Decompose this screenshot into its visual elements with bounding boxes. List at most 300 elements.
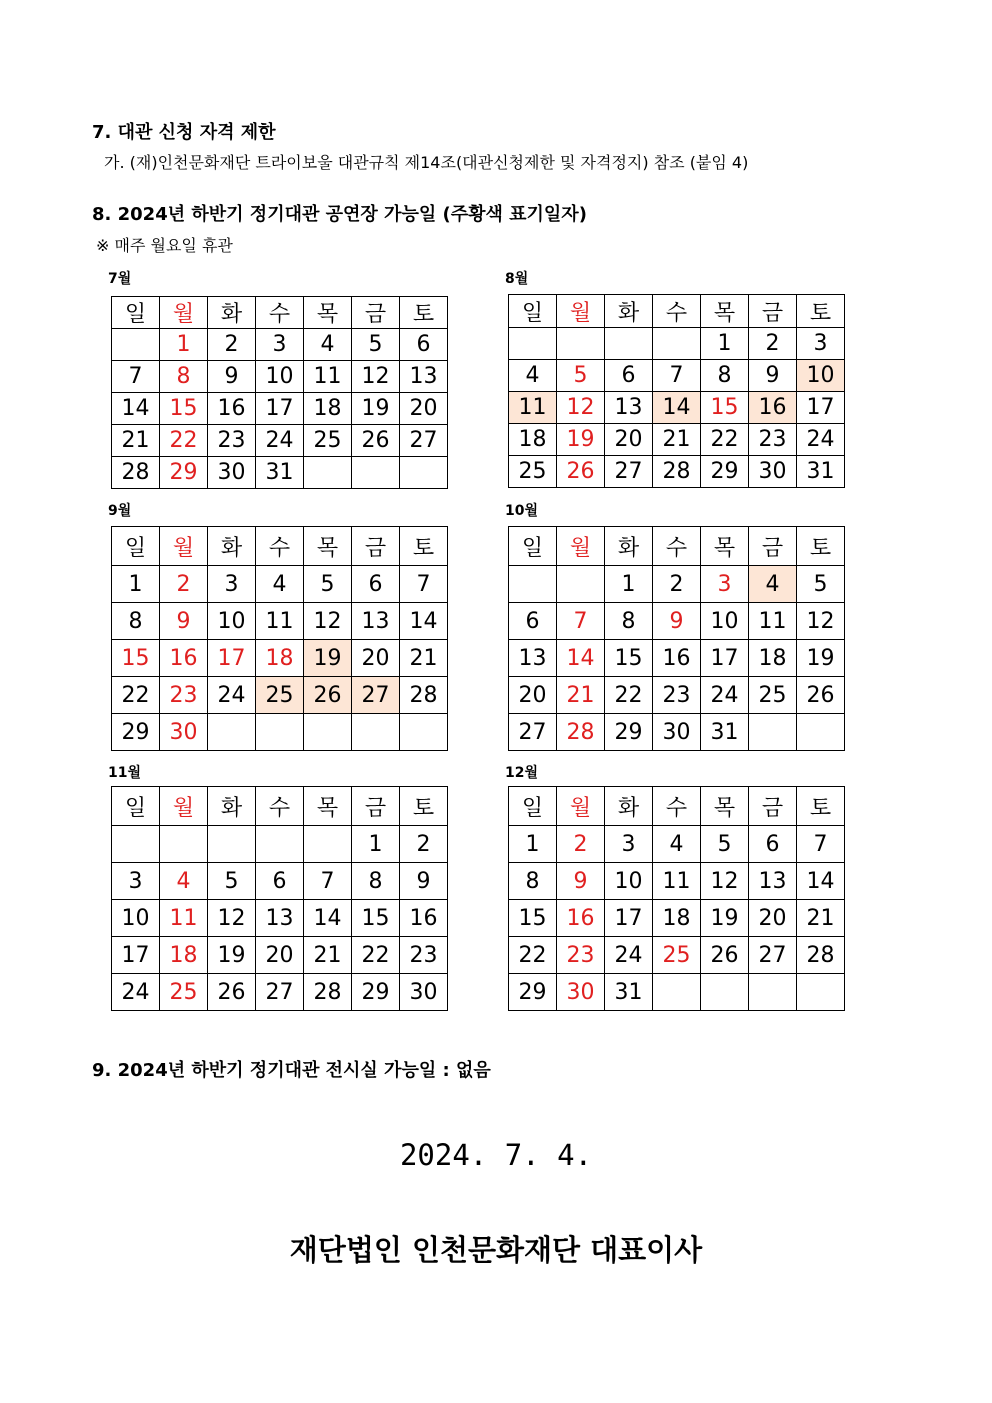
week-row: [112, 393, 448, 425]
weekday-header-row: [112, 297, 448, 329]
weekday-header: 화: [605, 295, 653, 328]
calendar-label-sep: 9월: [108, 503, 132, 519]
calendar-dec: [508, 786, 845, 1011]
weekday-header: 화: [605, 527, 653, 566]
day-cell: 20: [256, 937, 304, 974]
day-cell: 3: [112, 863, 160, 900]
week-row: [509, 603, 845, 640]
week-row: [112, 566, 448, 603]
day-cell: 18: [304, 393, 352, 425]
day-cell: 25: [256, 677, 304, 714]
day-cell: 14: [653, 392, 701, 424]
day-cell: 10: [112, 900, 160, 937]
closed-notice: ※ 매주 월요일 휴관: [96, 236, 233, 255]
weekday-header: 월: [160, 297, 208, 329]
calendar-label-jul: 7월: [108, 271, 132, 287]
day-cell: 7: [557, 603, 605, 640]
day-cell: 19: [797, 640, 845, 677]
weekday-header: 토: [400, 787, 448, 826]
day-cell: 13: [256, 900, 304, 937]
weekday-header: 목: [701, 295, 749, 328]
day-cell: 11: [653, 863, 701, 900]
day-cell: 21: [797, 900, 845, 937]
weekday-header: 금: [749, 295, 797, 328]
week-row: [112, 863, 448, 900]
weekday-header-row: [509, 787, 845, 826]
day-cell: 16: [557, 900, 605, 937]
day-cell: 3: [605, 826, 653, 863]
day-cell: 5: [208, 863, 256, 900]
day-cell: 10: [797, 360, 845, 392]
week-row: [112, 361, 448, 393]
day-cell: 3: [256, 329, 304, 361]
day-cell: 14: [112, 393, 160, 425]
empty-cell: [653, 974, 701, 1011]
week-row: [509, 863, 845, 900]
day-cell: 26: [208, 974, 256, 1011]
day-cell: 21: [400, 640, 448, 677]
day-cell: 2: [160, 566, 208, 603]
day-cell: 22: [112, 677, 160, 714]
weekday-header: 수: [653, 787, 701, 826]
day-cell: 23: [400, 937, 448, 974]
day-cell: 16: [400, 900, 448, 937]
day-cell: 7: [653, 360, 701, 392]
day-cell: 5: [304, 566, 352, 603]
empty-cell: [352, 714, 400, 751]
day-cell: 4: [653, 826, 701, 863]
day-cell: 15: [701, 392, 749, 424]
day-cell: 24: [256, 425, 304, 457]
day-cell: 6: [256, 863, 304, 900]
day-cell: 20: [352, 640, 400, 677]
weekday-header: 월: [557, 527, 605, 566]
day-cell: 22: [701, 424, 749, 456]
week-row: [112, 900, 448, 937]
week-row: [509, 566, 845, 603]
weekday-header: 목: [701, 787, 749, 826]
weekday-header: 토: [400, 527, 448, 566]
day-cell: 24: [605, 937, 653, 974]
weekday-header: 화: [208, 297, 256, 329]
day-cell: 2: [653, 566, 701, 603]
day-cell: 12: [352, 361, 400, 393]
weekday-header: 수: [653, 295, 701, 328]
day-cell: 13: [352, 603, 400, 640]
day-cell: 8: [112, 603, 160, 640]
weekday-header: 수: [256, 297, 304, 329]
calendar-label-oct: 10월: [505, 503, 539, 519]
day-cell: 27: [352, 677, 400, 714]
day-cell: 26: [352, 425, 400, 457]
day-cell: 4: [256, 566, 304, 603]
day-cell: 1: [509, 826, 557, 863]
empty-cell: [304, 714, 352, 751]
calendar-sep: [111, 526, 448, 751]
day-cell: 26: [701, 937, 749, 974]
day-cell: 14: [304, 900, 352, 937]
day-cell: 18: [509, 424, 557, 456]
day-cell: 9: [208, 361, 256, 393]
calendar-label-nov: 11월: [108, 765, 142, 781]
day-cell: 3: [797, 328, 845, 360]
week-row: [112, 937, 448, 974]
day-cell: 26: [797, 677, 845, 714]
empty-cell: [701, 974, 749, 1011]
calendar-label-aug: 8월: [505, 271, 529, 287]
week-row: [509, 677, 845, 714]
day-cell: 25: [304, 425, 352, 457]
day-cell: 2: [400, 826, 448, 863]
week-row: [112, 826, 448, 863]
day-cell: 31: [797, 456, 845, 488]
day-cell: 12: [797, 603, 845, 640]
day-cell: 3: [208, 566, 256, 603]
day-cell: 22: [352, 937, 400, 974]
day-cell: 1: [112, 566, 160, 603]
empty-cell: [509, 566, 557, 603]
day-cell: 29: [701, 456, 749, 488]
day-cell: 13: [605, 392, 653, 424]
empty-cell: [509, 328, 557, 360]
day-cell: 15: [112, 640, 160, 677]
weekday-header-row: [509, 295, 845, 328]
week-row: [112, 457, 448, 489]
empty-cell: [400, 457, 448, 489]
day-cell: 23: [557, 937, 605, 974]
day-cell: 18: [160, 937, 208, 974]
day-cell: 22: [509, 937, 557, 974]
day-cell: 20: [749, 900, 797, 937]
empty-cell: [304, 457, 352, 489]
day-cell: 23: [208, 425, 256, 457]
day-cell: 30: [749, 456, 797, 488]
day-cell: 30: [208, 457, 256, 489]
weekday-header: 토: [797, 787, 845, 826]
day-cell: 31: [256, 457, 304, 489]
day-cell: 28: [400, 677, 448, 714]
week-row: [509, 826, 845, 863]
day-cell: 16: [653, 640, 701, 677]
week-row: [509, 328, 845, 360]
empty-cell: [352, 457, 400, 489]
day-cell: 23: [160, 677, 208, 714]
day-cell: 17: [112, 937, 160, 974]
day-cell: 25: [509, 456, 557, 488]
weekday-header: 토: [797, 527, 845, 566]
weekday-header: 금: [749, 787, 797, 826]
day-cell: 13: [749, 863, 797, 900]
day-cell: 10: [701, 603, 749, 640]
weekday-header: 토: [797, 295, 845, 328]
day-cell: 29: [509, 974, 557, 1011]
day-cell: 15: [509, 900, 557, 937]
section8-title: 8. 2024년 하반기 정기대관 공연장 가능일 (주황색 표기일자): [92, 204, 587, 225]
day-cell: 5: [557, 360, 605, 392]
day-cell: 9: [557, 863, 605, 900]
weekday-header: 목: [304, 787, 352, 826]
day-cell: 29: [605, 714, 653, 751]
day-cell: 8: [352, 863, 400, 900]
day-cell: 16: [208, 393, 256, 425]
weekday-header: 일: [112, 527, 160, 566]
day-cell: 11: [160, 900, 208, 937]
day-cell: 1: [701, 328, 749, 360]
weekday-header: 금: [352, 527, 400, 566]
day-cell: 29: [112, 714, 160, 751]
week-row: [509, 392, 845, 424]
day-cell: 28: [653, 456, 701, 488]
day-cell: 12: [208, 900, 256, 937]
calendar-nov: [111, 786, 448, 1011]
day-cell: 2: [557, 826, 605, 863]
day-cell: 24: [112, 974, 160, 1011]
day-cell: 30: [160, 714, 208, 751]
day-cell: 22: [160, 425, 208, 457]
weekday-header: 월: [557, 787, 605, 826]
day-cell: 10: [605, 863, 653, 900]
day-cell: 7: [797, 826, 845, 863]
day-cell: 24: [797, 424, 845, 456]
day-cell: 7: [304, 863, 352, 900]
weekday-header: 화: [208, 787, 256, 826]
day-cell: 6: [605, 360, 653, 392]
day-cell: 13: [509, 640, 557, 677]
week-row: [509, 424, 845, 456]
weekday-header-row: [112, 527, 448, 566]
weekday-header: 일: [112, 297, 160, 329]
day-cell: 10: [208, 603, 256, 640]
day-cell: 29: [160, 457, 208, 489]
section7-title: 7. 대관 신청 자격 제한: [92, 122, 276, 143]
day-cell: 9: [653, 603, 701, 640]
day-cell: 8: [701, 360, 749, 392]
day-cell: 21: [112, 425, 160, 457]
weekday-header: 일: [509, 295, 557, 328]
day-cell: 22: [605, 677, 653, 714]
day-cell: 1: [352, 826, 400, 863]
day-cell: 23: [653, 677, 701, 714]
weekday-header: 월: [557, 295, 605, 328]
day-cell: 14: [400, 603, 448, 640]
day-cell: 15: [605, 640, 653, 677]
empty-cell: [208, 714, 256, 751]
day-cell: 28: [557, 714, 605, 751]
day-cell: 7: [112, 361, 160, 393]
day-cell: 6: [400, 329, 448, 361]
day-cell: 25: [749, 677, 797, 714]
week-row: [509, 974, 845, 1011]
empty-cell: [256, 714, 304, 751]
day-cell: 1: [605, 566, 653, 603]
weekday-header: 토: [400, 297, 448, 329]
day-cell: 16: [160, 640, 208, 677]
day-cell: 27: [605, 456, 653, 488]
day-cell: 28: [797, 937, 845, 974]
empty-cell: [400, 714, 448, 751]
weekday-header-row: [112, 787, 448, 826]
week-row: [112, 974, 448, 1011]
day-cell: 19: [352, 393, 400, 425]
empty-cell: [112, 826, 160, 863]
day-cell: 27: [256, 974, 304, 1011]
day-cell: 17: [701, 640, 749, 677]
day-cell: 6: [352, 566, 400, 603]
week-row: [112, 640, 448, 677]
day-cell: 8: [160, 361, 208, 393]
day-cell: 24: [701, 677, 749, 714]
day-cell: 17: [208, 640, 256, 677]
day-cell: 4: [160, 863, 208, 900]
day-cell: 15: [352, 900, 400, 937]
weekday-header: 화: [605, 787, 653, 826]
weekday-header: 목: [304, 527, 352, 566]
day-cell: 19: [557, 424, 605, 456]
day-cell: 11: [256, 603, 304, 640]
calendar-label-dec: 12월: [505, 765, 539, 781]
day-cell: 25: [653, 937, 701, 974]
week-row: [509, 900, 845, 937]
day-cell: 19: [304, 640, 352, 677]
day-cell: 21: [653, 424, 701, 456]
day-cell: 25: [160, 974, 208, 1011]
signature: 재단법인 인천문화재단 대표이사: [289, 1233, 703, 1267]
day-cell: 5: [797, 566, 845, 603]
calendar-aug: [508, 294, 845, 488]
weekday-header: 수: [653, 527, 701, 566]
week-row: [112, 603, 448, 640]
weekday-header: 목: [701, 527, 749, 566]
day-cell: 13: [400, 361, 448, 393]
weekday-header: 월: [160, 787, 208, 826]
weekday-header: 월: [160, 527, 208, 566]
week-row: [509, 360, 845, 392]
day-cell: 17: [605, 900, 653, 937]
day-cell: 18: [256, 640, 304, 677]
day-cell: 18: [653, 900, 701, 937]
weekday-header: 화: [208, 527, 256, 566]
day-cell: 30: [400, 974, 448, 1011]
week-row: [112, 425, 448, 457]
weekday-header: 일: [112, 787, 160, 826]
day-cell: 12: [304, 603, 352, 640]
day-cell: 4: [304, 329, 352, 361]
day-cell: 1: [160, 329, 208, 361]
weekday-header: 수: [256, 787, 304, 826]
empty-cell: [256, 826, 304, 863]
day-cell: 21: [304, 937, 352, 974]
day-cell: 26: [557, 456, 605, 488]
week-row: [112, 329, 448, 361]
day-cell: 19: [701, 900, 749, 937]
day-cell: 9: [160, 603, 208, 640]
day-cell: 29: [352, 974, 400, 1011]
day-cell: 21: [557, 677, 605, 714]
weekday-header: 금: [352, 297, 400, 329]
day-cell: 24: [208, 677, 256, 714]
empty-cell: [208, 826, 256, 863]
weekday-header: 일: [509, 787, 557, 826]
empty-cell: [160, 826, 208, 863]
day-cell: 4: [749, 566, 797, 603]
day-cell: 10: [256, 361, 304, 393]
day-cell: 7: [400, 566, 448, 603]
empty-cell: [304, 826, 352, 863]
day-cell: 11: [509, 392, 557, 424]
weekday-header: 목: [304, 297, 352, 329]
day-cell: 2: [749, 328, 797, 360]
empty-cell: [557, 566, 605, 603]
week-row: [112, 677, 448, 714]
day-cell: 31: [701, 714, 749, 751]
empty-cell: [797, 714, 845, 751]
day-cell: 16: [749, 392, 797, 424]
section7-item: 가. (재)인천문화재단 트라이보울 대관규칙 제14조(대관신청제한 및 자격정지) 참조 (붙임 4): [104, 153, 749, 172]
weekday-header: 수: [256, 527, 304, 566]
day-cell: 14: [557, 640, 605, 677]
day-cell: 4: [509, 360, 557, 392]
day-cell: 8: [605, 603, 653, 640]
empty-cell: [557, 328, 605, 360]
day-cell: 5: [352, 329, 400, 361]
document-date: 2024. 7. 4.: [399, 1138, 593, 1172]
weekday-header: 금: [749, 527, 797, 566]
day-cell: 30: [557, 974, 605, 1011]
day-cell: 28: [112, 457, 160, 489]
day-cell: 27: [749, 937, 797, 974]
week-row: [509, 937, 845, 974]
day-cell: 17: [256, 393, 304, 425]
day-cell: 8: [509, 863, 557, 900]
day-cell: 11: [749, 603, 797, 640]
empty-cell: [797, 974, 845, 1011]
week-row: [509, 456, 845, 488]
day-cell: 11: [304, 361, 352, 393]
day-cell: 27: [509, 714, 557, 751]
day-cell: 6: [749, 826, 797, 863]
day-cell: 12: [701, 863, 749, 900]
day-cell: 20: [605, 424, 653, 456]
section9-title: 9. 2024년 하반기 정기대관 전시실 가능일 : 없음: [92, 1060, 491, 1081]
calendar-jul: [111, 296, 448, 489]
day-cell: 9: [400, 863, 448, 900]
day-cell: 20: [509, 677, 557, 714]
day-cell: 3: [701, 566, 749, 603]
day-cell: 26: [304, 677, 352, 714]
day-cell: 2: [208, 329, 256, 361]
day-cell: 15: [160, 393, 208, 425]
weekday-header-row: [509, 527, 845, 566]
day-cell: 31: [605, 974, 653, 1011]
week-row: [509, 640, 845, 677]
empty-cell: [749, 714, 797, 751]
day-cell: 20: [400, 393, 448, 425]
day-cell: 14: [797, 863, 845, 900]
empty-cell: [605, 328, 653, 360]
week-row: [509, 714, 845, 751]
weekday-header: 일: [509, 527, 557, 566]
day-cell: 17: [797, 392, 845, 424]
empty-cell: [653, 328, 701, 360]
day-cell: 5: [701, 826, 749, 863]
day-cell: 6: [509, 603, 557, 640]
day-cell: 28: [304, 974, 352, 1011]
day-cell: 23: [749, 424, 797, 456]
day-cell: 9: [749, 360, 797, 392]
calendar-oct: [508, 526, 845, 751]
weekday-header: 금: [352, 787, 400, 826]
day-cell: 27: [400, 425, 448, 457]
